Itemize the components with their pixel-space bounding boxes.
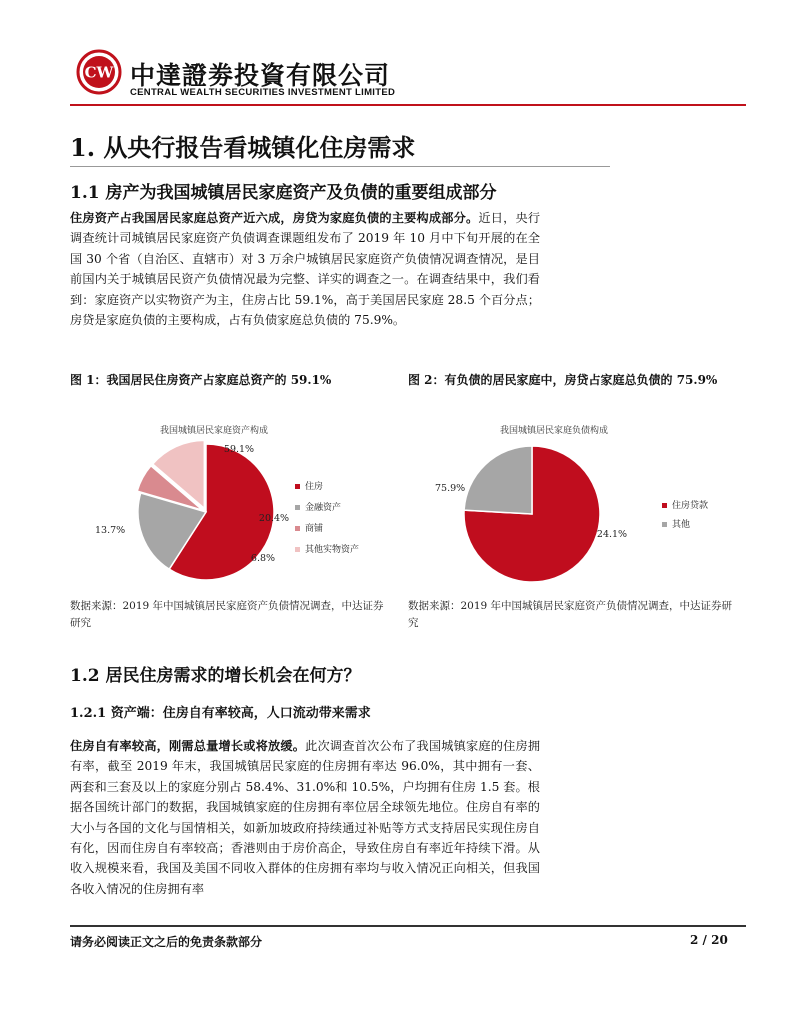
c1-legend-label-2: 商铺 — [305, 524, 324, 534]
paragraph-lead: 住房资产占我国居民家庭总资产近六成，房贷为家庭负债的主要构成部分。 — [70, 211, 479, 225]
header-divider — [70, 104, 746, 106]
c2-slice-1 — [464, 446, 532, 514]
c2-legend-label-0: 住房贷款 — [672, 501, 709, 511]
section-heading-1-1: 1.1 房产为我国城镇居民家庭资产及负债的重要组成部分 — [70, 183, 497, 203]
c1-data-label-0: 59.1% — [223, 444, 255, 455]
logo-text: CW — [84, 63, 114, 82]
c1-legend-swatch-0 — [295, 484, 300, 489]
c2-data-label-0: 75.9% — [435, 483, 466, 494]
footer-divider — [70, 925, 746, 927]
section-heading-1-2-1: 1.2.1 资产端：住房自有率较高，人口流动带来需求 — [70, 706, 371, 721]
c1-legend-label-0: 住房 — [305, 482, 324, 492]
section-heading-1: 1. 从央行报告看城镇化住房需求 — [70, 133, 416, 162]
page-number: 2 / 20 — [690, 933, 728, 947]
c1-data-label-3: 13.7% — [95, 525, 126, 536]
paragraph-lead: 住房自有率较高，刚需总量增长或将放缓。 — [70, 739, 306, 753]
figure-2-source: 数据来源：2019 年中国城镇居民家庭资产负债情况调查，中达证券研究 — [408, 600, 733, 629]
figure-1-title: 图 1：我国居民住房资产占家庭总资产的 59.1% — [70, 373, 332, 387]
paragraph-body: 近日，央行调查统计司城镇居民家庭资产负债调查课题组发布了 2019 年 10 月中下旬开展的在全国 30 个省（自治区、直辖市）对 3 万余户城镇居民家庭资产负债情况调查情况，是目前国内关于城镇居民资产负债情况最为完整、详实的调查之一。在调查结果中，我们看到：家庭资产以实物资产为主，住房占比 59.1%，高于美国居民家庭 28.5 个百分点；房贷是家庭负债的主要构成，占有负债家庭总负债的 75.9%。 — [70, 211, 541, 328]
heading-divider — [70, 166, 610, 167]
figure-2-title: 图 2：有负债的居民家庭中，房贷占家庭总负债的 75.9% — [408, 373, 718, 387]
c1-legend-swatch-2 — [295, 526, 300, 531]
paragraph-body: 此次调查首次公布了我国城镇家庭的住房拥有率，截至 2019 年末，我国城镇居民家庭的住房拥有率达 96.0%，其中拥有一套、两套和三套及以上的家庭分别占 58.4%、31.0%和 10.5%，户均拥有住房 1.5 套。根据各国统计部门的数据，我国城镇家庭的住房拥有率位居全球领先地位。住房自有率的大小与各国的文化与国情相关，如新加坡政府持续通过补贴等方式支持居民实现住房自有化，因而住房自有率较高；香港则由于房价高企，导致住房自有率近年持续下滑。从收入规模来看，我国及美国不同收入群体的住房拥有率均与收入情况正向相关，但我国各收入情况的住房拥有率 — [70, 739, 541, 896]
chart-2-pie — [420, 436, 750, 591]
c1-legend-swatch-3 — [295, 547, 300, 552]
c2-legend-label-1: 其他 — [672, 520, 691, 530]
c1-data-label-2: 6.8% — [250, 553, 276, 564]
chart-1-title: 我国城镇居民家庭资产构成 — [160, 426, 269, 436]
c2-legend-swatch-0 — [662, 503, 667, 508]
company-name-cn: 中達證劵投資有限公司 — [130, 61, 391, 90]
c2-legend-swatch-1 — [662, 522, 667, 527]
paragraph-ownership — [70, 736, 540, 899]
c1-data-label-1: 20.4% — [258, 513, 290, 524]
c2-data-label-1: 24.1% — [596, 529, 628, 540]
chart-2-title: 我国城镇居民家庭负债构成 — [500, 426, 609, 436]
c1-legend-label-1: 金融资产 — [305, 503, 342, 513]
c1-legend-label-3: 其他实物资产 — [305, 545, 360, 555]
company-name-en: CENTRAL WEALTH SECURITIES INVESTMENT LIMITED — [130, 87, 396, 98]
section-heading-1-2: 1.2 居民住房需求的增长机会在何方？ — [70, 666, 361, 686]
figure-1-source: 数据来源：2019 年中国城镇居民家庭资产负债情况调查，中达证券研究 — [70, 600, 384, 629]
chart-1-pie — [80, 436, 410, 591]
paragraph-assets — [70, 208, 540, 330]
c1-legend-swatch-1 — [295, 505, 300, 510]
company-logo — [76, 49, 122, 95]
footer-disclaimer: 请务必阅读正文之后的免责条款部分 — [70, 935, 263, 949]
